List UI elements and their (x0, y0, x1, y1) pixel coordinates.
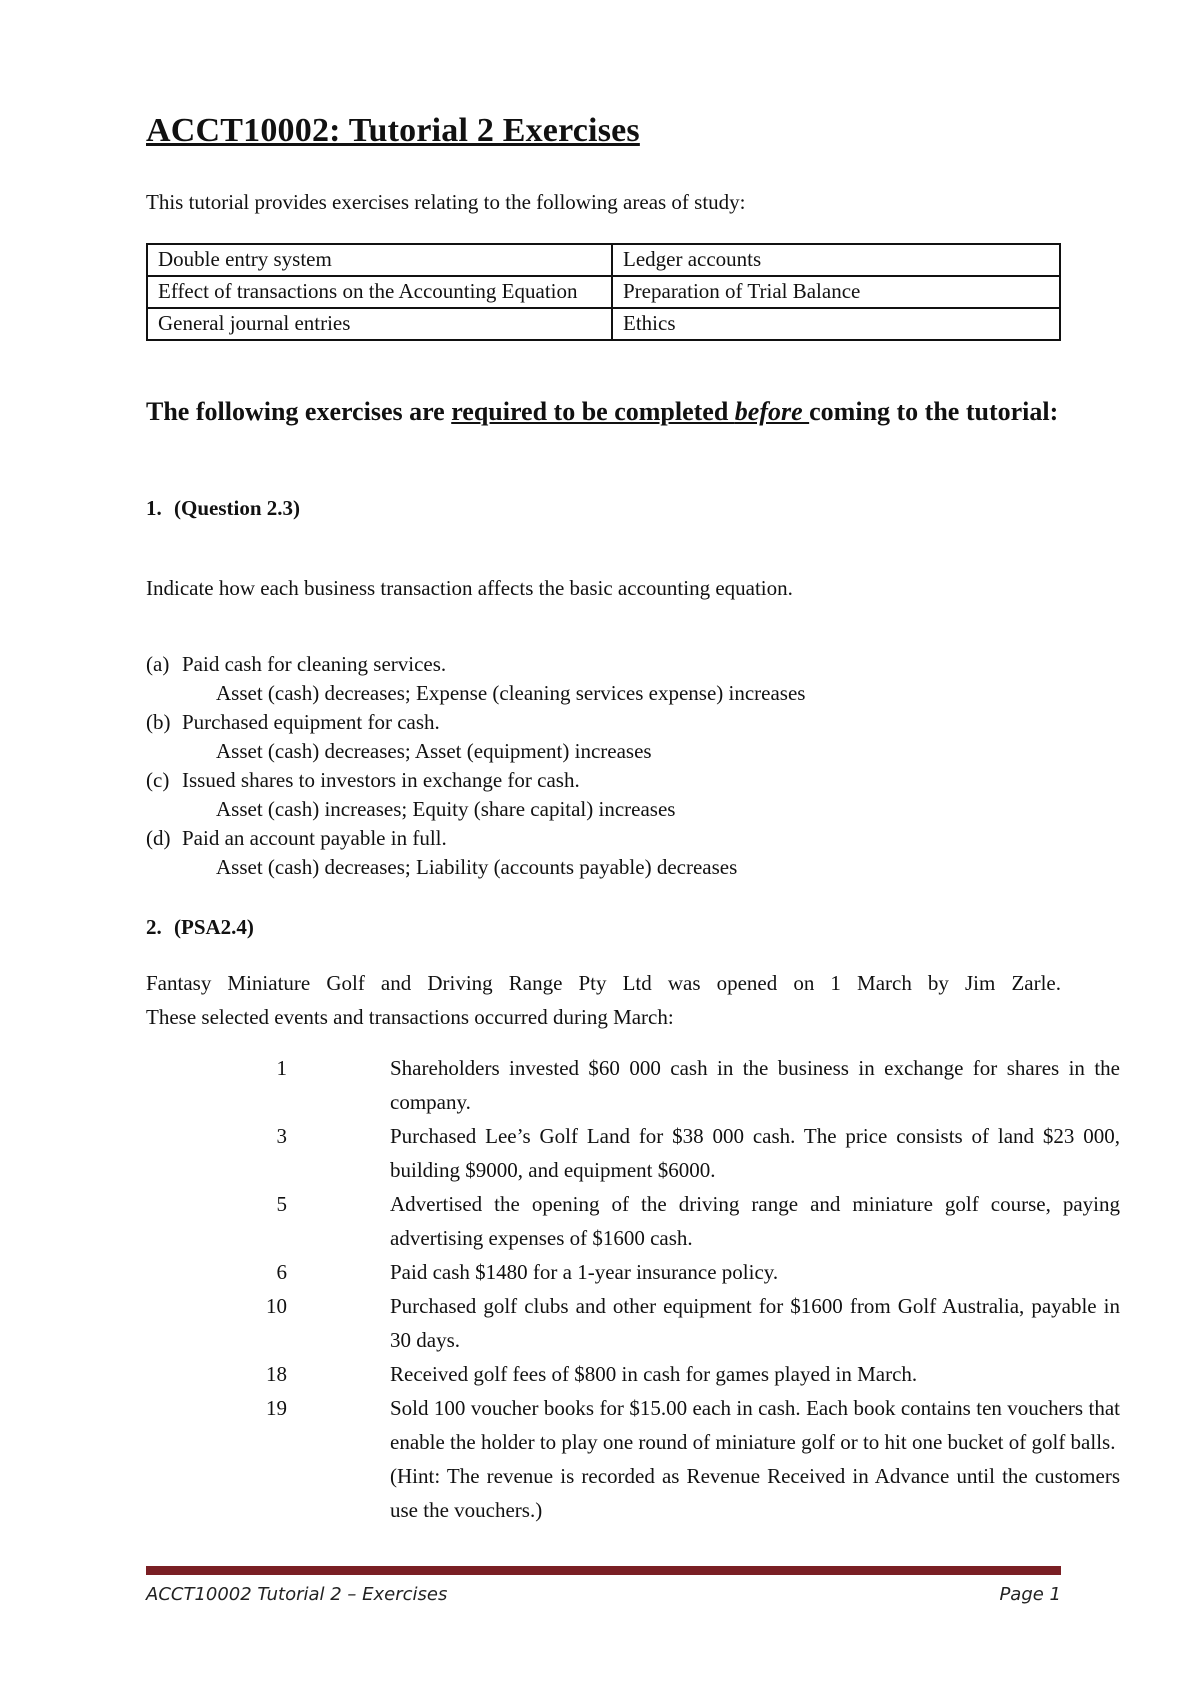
transaction-day: 5 (276, 1192, 287, 1216)
question-1-instruction: Indicate how each business transaction affects the basic accounting equation. (146, 576, 793, 600)
table-cell: Ethics (612, 308, 1060, 340)
table-cell: Effect of transactions on the Accounting Equation (147, 276, 612, 308)
table-cell: Ledger accounts (612, 244, 1060, 276)
transaction-text: Received golf fees of $800 in cash for games played in March. (390, 1362, 918, 1386)
topics-table (146, 243, 1061, 341)
question-1-heading (146, 496, 300, 521)
question-2-intro (146, 966, 1061, 1034)
item-answer: Asset (cash) decreases; Liability (accounts payable) decreases (216, 855, 738, 879)
table-cell: Double entry system (147, 244, 612, 276)
transaction-day: 10 (266, 1294, 287, 1318)
page-title: ACCT10002: Tutorial 2 Exercises (146, 112, 640, 149)
list-item (146, 1051, 1120, 1119)
transaction-day: 18 (266, 1362, 287, 1386)
transaction-day: 6 (276, 1260, 287, 1284)
transaction-day: 1 (276, 1056, 287, 1080)
item-question: Paid an account payable in full. (182, 826, 447, 850)
list-item (146, 1187, 1120, 1255)
item-label: (d) (146, 826, 171, 850)
footer-divider (146, 1566, 1061, 1575)
item-question: Paid cash for cleaning services. (182, 652, 447, 676)
transaction-day: 19 (266, 1396, 287, 1420)
transaction-text: Advertised the opening of the driving range and miniature golf course, paying advertising expenses of $1600 cash. (390, 1192, 1120, 1250)
question-title: (Question 2.3) (174, 496, 300, 520)
required-heading-part: coming to the tutorial: (809, 397, 1059, 426)
item-question: Issued shares to investors in exchange for cash. (182, 768, 580, 792)
intro-line: These selected events and transactions occurred during March: (146, 1005, 674, 1029)
question-1-items (146, 650, 805, 882)
table-row (147, 308, 1060, 340)
question-number: 2. (146, 915, 162, 939)
required-heading-underlined: required to be completed (451, 397, 735, 426)
list-item (146, 708, 805, 766)
question-number: 1. (146, 496, 162, 520)
transaction-hint: (Hint: The revenue is recorded as Revenue Received in Advance until the customers use the vouchers.) (390, 1464, 1120, 1522)
table-cell: Preparation of Trial Balance (612, 276, 1060, 308)
intro-text: This tutorial provides exercises relating to the following areas of study: (146, 190, 746, 214)
item-answer: Asset (cash) decreases; Expense (cleaning services expense) increases (216, 681, 806, 705)
required-heading-part: The following exercises are (146, 397, 452, 426)
list-item (146, 1255, 1120, 1289)
transaction-text: Paid cash $1480 for a 1-year insurance policy. (390, 1260, 779, 1284)
table-row (147, 276, 1060, 308)
table-cell: General journal entries (147, 308, 612, 340)
item-question: Purchased equipment for cash. (182, 710, 440, 734)
list-item (146, 766, 805, 824)
table-row (147, 244, 1060, 276)
transaction-day: 3 (276, 1124, 287, 1148)
required-heading (146, 395, 1061, 429)
transactions-list (146, 1051, 1120, 1527)
footer-course-label: ACCT10002 Tutorial 2 – Exercises (146, 1584, 448, 1605)
required-heading-emphasis: before (734, 397, 810, 426)
question-2-heading (146, 915, 254, 940)
list-item (146, 1289, 1120, 1357)
transaction-text: Purchased Lee’s Golf Land for $38 000 cash. The price consists of land $23 000, building $9000, and equipment $6000. (390, 1124, 1120, 1182)
list-item (146, 1119, 1120, 1187)
intro-line: Fantasy Miniature Golf and Driving Range Pty Ltd was opened on 1 March by Jim Zarle. (146, 971, 1061, 995)
list-item (146, 824, 805, 882)
item-label: (b) (146, 710, 171, 734)
item-label: (a) (146, 652, 170, 676)
footer-page-number: Page 1 (999, 1584, 1061, 1605)
item-answer: Asset (cash) decreases; Asset (equipment) increases (216, 739, 652, 763)
list-item (146, 650, 805, 708)
list-item (146, 1357, 1120, 1391)
transaction-text: Shareholders invested $60 000 cash in the business in exchange for shares in the company. (390, 1056, 1120, 1114)
question-title: (PSA2.4) (174, 915, 254, 939)
transaction-text: Purchased golf clubs and other equipment for $1600 from Golf Australia, payable in 30 days. (390, 1294, 1120, 1352)
list-item (146, 1391, 1120, 1527)
item-answer: Asset (cash) increases; Equity (share capital) increases (216, 797, 676, 821)
item-label: (c) (146, 768, 170, 792)
transaction-text: Sold 100 voucher books for $15.00 each in cash. Each book contains ten vouchers that enable the holder to play one round of miniature golf or to hit one bucket of golf balls. (390, 1396, 1120, 1454)
transaction-text-group (390, 1391, 1120, 1527)
